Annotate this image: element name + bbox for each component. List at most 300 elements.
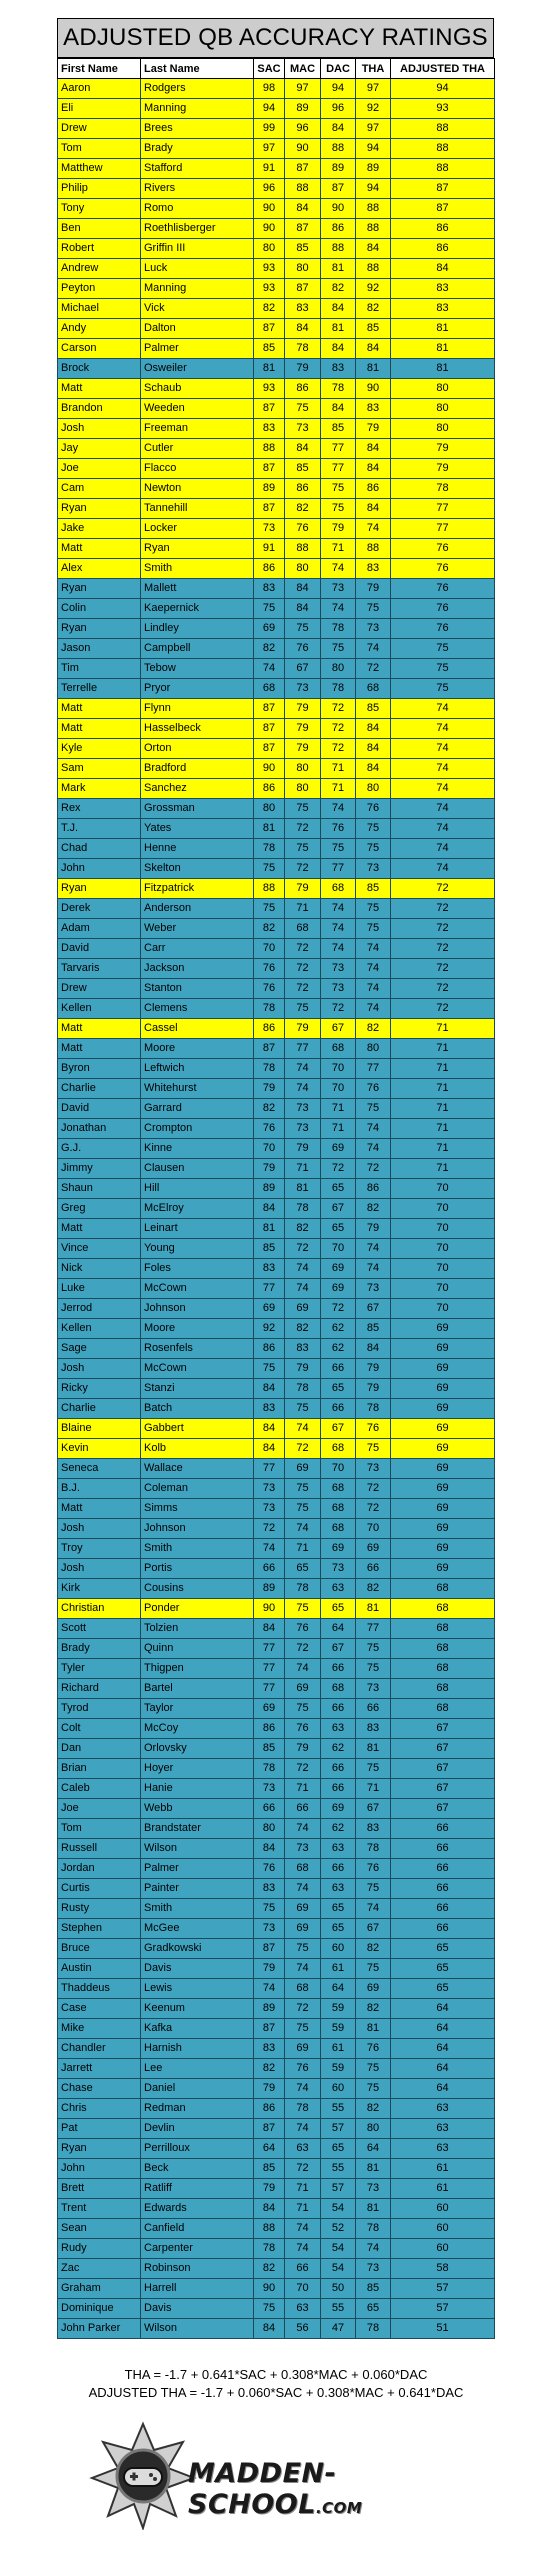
cell-dac: 74 (321, 599, 356, 619)
header-sac: SAC (254, 59, 285, 79)
cell-tha: 74 (356, 1139, 391, 1159)
cell-last-name: Griffin III (141, 239, 254, 259)
cell-first-name: Bruce (58, 1939, 141, 1959)
cell-last-name: Palmer (141, 1859, 254, 1879)
table-row (58, 679, 495, 699)
cell-dac: 67 (321, 1199, 356, 1219)
cell-tha: 81 (356, 2019, 391, 2039)
cell-tha: 78 (356, 1839, 391, 1859)
cell-first-name: Seneca (58, 1459, 141, 1479)
cell-first-name: Jimmy (58, 1159, 141, 1179)
cell-tha: 66 (356, 1559, 391, 1579)
cell-tha: 78 (356, 2219, 391, 2239)
cell-dac: 82 (321, 279, 356, 299)
tha-formula: THA = -1.7 + 0.641*SAC + 0.308*MAC + 0.060*DAC (124, 2367, 428, 2382)
cell-adjusted-tha: 71 (391, 1039, 495, 1059)
cell-mac: 75 (285, 619, 321, 639)
cell-adjusted-tha: 88 (391, 139, 495, 159)
cell-dac: 84 (321, 299, 356, 319)
cell-sac: 74 (254, 659, 285, 679)
cell-sac: 91 (254, 159, 285, 179)
cell-sac: 78 (254, 1759, 285, 1779)
table-row (58, 1679, 495, 1699)
table-row (58, 319, 495, 339)
cell-sac: 89 (254, 1999, 285, 2019)
cell-sac: 93 (254, 379, 285, 399)
table-row (58, 1659, 495, 1679)
cell-first-name: Cam (58, 479, 141, 499)
cell-dac: 57 (321, 2179, 356, 2199)
cell-first-name: Ryan (58, 619, 141, 639)
cell-adjusted-tha: 64 (391, 1999, 495, 2019)
cell-adjusted-tha: 69 (391, 1459, 495, 1479)
cell-adjusted-tha: 74 (391, 699, 495, 719)
cell-last-name: Kinne (141, 1139, 254, 1159)
cell-tha: 81 (356, 359, 391, 379)
cell-last-name: Carr (141, 939, 254, 959)
cell-last-name: Brady (141, 139, 254, 159)
cell-mac: 74 (285, 1419, 321, 1439)
table-row (58, 1839, 495, 1859)
table-row (58, 1099, 495, 1119)
cell-tha: 88 (356, 259, 391, 279)
cell-sac: 83 (254, 419, 285, 439)
cell-mac: 80 (285, 779, 321, 799)
cell-dac: 60 (321, 1939, 356, 1959)
cell-mac: 72 (285, 1999, 321, 2019)
cell-first-name: Pat (58, 2119, 141, 2139)
cell-adjusted-tha: 77 (391, 519, 495, 539)
cell-mac: 68 (285, 919, 321, 939)
cell-mac: 87 (285, 219, 321, 239)
cell-first-name: Matt (58, 699, 141, 719)
cell-sac: 75 (254, 1899, 285, 1919)
cell-sac: 82 (254, 639, 285, 659)
cell-tha: 74 (356, 1119, 391, 1139)
table-row (58, 1919, 495, 1939)
cell-first-name: Andy (58, 319, 141, 339)
table-row (58, 1539, 495, 1559)
cell-sac: 75 (254, 859, 285, 879)
table-row (58, 259, 495, 279)
cell-tha: 75 (356, 1759, 391, 1779)
cell-dac: 62 (321, 1319, 356, 1339)
cell-dac: 84 (321, 399, 356, 419)
cell-first-name: Kellen (58, 1319, 141, 1339)
cell-adjusted-tha: 75 (391, 639, 495, 659)
cell-dac: 66 (321, 1399, 356, 1419)
cell-sac: 90 (254, 759, 285, 779)
cell-sac: 78 (254, 839, 285, 859)
cell-first-name: Stephen (58, 1919, 141, 1939)
cell-adjusted-tha: 74 (391, 759, 495, 779)
cell-last-name: Gradkowski (141, 1939, 254, 1959)
cell-tha: 74 (356, 1899, 391, 1919)
cell-dac: 77 (321, 459, 356, 479)
cell-mac: 84 (285, 439, 321, 459)
cell-mac: 79 (285, 1359, 321, 1379)
cell-first-name: John Parker (58, 2319, 141, 2339)
cell-adjusted-tha: 69 (391, 1379, 495, 1399)
cell-tha: 85 (356, 699, 391, 719)
cell-tha: 84 (356, 459, 391, 479)
cell-mac: 84 (285, 579, 321, 599)
cell-adjusted-tha: 69 (391, 1319, 495, 1339)
cell-sac: 83 (254, 1259, 285, 1279)
cell-first-name: Josh (58, 419, 141, 439)
cell-mac: 79 (285, 1139, 321, 1159)
cell-sac: 81 (254, 819, 285, 839)
cell-mac: 71 (285, 1159, 321, 1179)
cell-sac: 80 (254, 239, 285, 259)
cell-adjusted-tha: 67 (391, 1759, 495, 1779)
cell-sac: 69 (254, 1299, 285, 1319)
cell-tha: 84 (356, 239, 391, 259)
cell-first-name: Ryan (58, 879, 141, 899)
cell-mac: 96 (285, 119, 321, 139)
cell-mac: 69 (285, 1299, 321, 1319)
cell-first-name: David (58, 1099, 141, 1119)
cell-last-name: Canfield (141, 2219, 254, 2239)
cell-mac: 65 (285, 1559, 321, 1579)
cell-last-name: Batch (141, 1399, 254, 1419)
cell-mac: 79 (285, 359, 321, 379)
cell-mac: 82 (285, 1219, 321, 1239)
cell-adjusted-tha: 76 (391, 539, 495, 559)
cell-first-name: Zac (58, 2259, 141, 2279)
cell-dac: 63 (321, 1579, 356, 1599)
table-row (58, 2259, 495, 2279)
cell-tha: 73 (356, 1679, 391, 1699)
cell-sac: 80 (254, 799, 285, 819)
cell-tha: 77 (356, 1059, 391, 1079)
cell-mac: 79 (285, 1739, 321, 1759)
cell-sac: 89 (254, 1179, 285, 1199)
cell-adjusted-tha: 72 (391, 959, 495, 979)
table-row (58, 279, 495, 299)
table-row (58, 1139, 495, 1159)
cell-sac: 75 (254, 899, 285, 919)
table-row (58, 419, 495, 439)
cell-dac: 96 (321, 99, 356, 119)
table-row (58, 619, 495, 639)
table-row (58, 139, 495, 159)
cell-last-name: Ratliff (141, 2179, 254, 2199)
cell-sac: 77 (254, 1659, 285, 1679)
table-row (58, 1799, 495, 1819)
cell-first-name: Nick (58, 1259, 141, 1279)
cell-mac: 85 (285, 239, 321, 259)
table-row (58, 1459, 495, 1479)
cell-last-name: Wilson (141, 1839, 254, 1859)
cell-last-name: Rodgers (141, 79, 254, 99)
cell-last-name: Kolb (141, 1439, 254, 1459)
cell-first-name: Kyle (58, 739, 141, 759)
header-first-name: First Name (58, 59, 141, 79)
cell-last-name: Bradford (141, 759, 254, 779)
cell-first-name: Dominique (58, 2299, 141, 2319)
table-row (58, 599, 495, 619)
cell-dac: 77 (321, 859, 356, 879)
cell-dac: 62 (321, 1339, 356, 1359)
cell-tha: 66 (356, 1699, 391, 1719)
cell-dac: 67 (321, 1419, 356, 1439)
cell-first-name: Case (58, 1999, 141, 2019)
cell-sac: 99 (254, 119, 285, 139)
cell-first-name: Mark (58, 779, 141, 799)
cell-adjusted-tha: 86 (391, 219, 495, 239)
cell-tha: 85 (356, 2279, 391, 2299)
cell-last-name: Carpenter (141, 2239, 254, 2259)
cell-sac: 85 (254, 339, 285, 359)
cell-sac: 70 (254, 939, 285, 959)
cell-tha: 81 (356, 2199, 391, 2219)
table-row (58, 1079, 495, 1099)
cell-tha: 77 (356, 1619, 391, 1639)
cell-last-name: Wilson (141, 2319, 254, 2339)
cell-mac: 86 (285, 379, 321, 399)
cell-tha: 67 (356, 1299, 391, 1319)
cell-first-name: Matt (58, 1219, 141, 1239)
cell-adjusted-tha: 70 (391, 1199, 495, 1219)
cell-mac: 75 (285, 1699, 321, 1719)
cell-mac: 74 (285, 1059, 321, 1079)
cell-sac: 77 (254, 1459, 285, 1479)
cell-mac: 76 (285, 1619, 321, 1639)
cell-first-name: Sam (58, 759, 141, 779)
cell-dac: 63 (321, 1879, 356, 1899)
cell-dac: 65 (321, 1379, 356, 1399)
cell-adjusted-tha: 61 (391, 2179, 495, 2199)
table-row (58, 639, 495, 659)
cell-tha: 75 (356, 1099, 391, 1119)
cell-dac: 57 (321, 2119, 356, 2139)
cell-first-name: Robert (58, 239, 141, 259)
table-row (58, 219, 495, 239)
cell-adjusted-tha: 74 (391, 839, 495, 859)
cell-adjusted-tha: 60 (391, 2239, 495, 2259)
cell-sac: 84 (254, 1419, 285, 1439)
table-row (58, 2239, 495, 2259)
cell-adjusted-tha: 69 (391, 1559, 495, 1579)
cell-last-name: Flacco (141, 459, 254, 479)
cell-sac: 87 (254, 319, 285, 339)
cell-tha: 75 (356, 1879, 391, 1899)
cell-first-name: Caleb (58, 1779, 141, 1799)
cell-dac: 62 (321, 1819, 356, 1839)
cell-tha: 78 (356, 1399, 391, 1419)
cell-sac: 91 (254, 539, 285, 559)
cell-dac: 74 (321, 799, 356, 819)
cell-dac: 60 (321, 2079, 356, 2099)
cell-first-name: Tyler (58, 1659, 141, 1679)
table-row (58, 2039, 495, 2059)
cell-dac: 90 (321, 199, 356, 219)
cell-tha: 74 (356, 2239, 391, 2259)
table-row (58, 1359, 495, 1379)
cell-last-name: Gabbert (141, 1419, 254, 1439)
cell-sac: 84 (254, 1619, 285, 1639)
header-tha: THA (356, 59, 391, 79)
table-row (58, 1699, 495, 1719)
cell-last-name: Crompton (141, 1119, 254, 1139)
cell-first-name: Ryan (58, 579, 141, 599)
table-row (58, 2059, 495, 2079)
cell-mac: 69 (285, 1899, 321, 1919)
table-row (58, 539, 495, 559)
cell-last-name: Webb (141, 1799, 254, 1819)
table-row (58, 699, 495, 719)
cell-sac: 87 (254, 739, 285, 759)
cell-mac: 81 (285, 1179, 321, 1199)
cell-first-name: Charlie (58, 1399, 141, 1419)
cell-adjusted-tha: 93 (391, 99, 495, 119)
table-row (58, 2299, 495, 2319)
cell-first-name: Derek (58, 899, 141, 919)
table-row (58, 1639, 495, 1659)
table-body (58, 79, 495, 2339)
cell-sac: 87 (254, 459, 285, 479)
cell-last-name: Davis (141, 1959, 254, 1979)
cell-dac: 80 (321, 659, 356, 679)
cell-sac: 84 (254, 1199, 285, 1219)
cell-sac: 90 (254, 2279, 285, 2299)
table-row (58, 2099, 495, 2119)
table-row (58, 1719, 495, 1739)
cell-dac: 61 (321, 2039, 356, 2059)
table-row (58, 239, 495, 259)
cell-last-name: Keenum (141, 1999, 254, 2019)
cell-dac: 73 (321, 979, 356, 999)
cell-dac: 67 (321, 1019, 356, 1039)
table-row (58, 739, 495, 759)
table-row (58, 1199, 495, 1219)
cell-last-name: Taylor (141, 1699, 254, 1719)
table-row (58, 359, 495, 379)
cell-first-name: Tom (58, 1819, 141, 1839)
cell-sac: 85 (254, 1739, 285, 1759)
cell-dac: 81 (321, 319, 356, 339)
cell-mac: 72 (285, 939, 321, 959)
cell-mac: 75 (285, 2019, 321, 2039)
cell-adjusted-tha: 63 (391, 2099, 495, 2119)
cell-last-name: Harnish (141, 2039, 254, 2059)
cell-dac: 47 (321, 2319, 356, 2339)
cell-first-name: T.J. (58, 819, 141, 839)
cell-last-name: Sanchez (141, 779, 254, 799)
cell-last-name: Osweiler (141, 359, 254, 379)
table-row (58, 179, 495, 199)
cell-first-name: Adam (58, 919, 141, 939)
table-row (58, 339, 495, 359)
table-row (58, 819, 495, 839)
cell-tha: 79 (356, 579, 391, 599)
cell-dac: 61 (321, 1959, 356, 1979)
table-row (58, 99, 495, 119)
cell-tha: 76 (356, 2039, 391, 2059)
cell-adjusted-tha: 80 (391, 419, 495, 439)
cell-mac: 83 (285, 299, 321, 319)
cell-sac: 86 (254, 559, 285, 579)
cell-first-name: Thaddeus (58, 1979, 141, 1999)
cell-tha: 92 (356, 279, 391, 299)
cell-mac: 78 (285, 1379, 321, 1399)
cell-sac: 83 (254, 1879, 285, 1899)
cell-sac: 90 (254, 219, 285, 239)
cell-mac: 79 (285, 879, 321, 899)
cell-mac: 63 (285, 2299, 321, 2319)
cell-first-name: Rex (58, 799, 141, 819)
cell-last-name: Whitehurst (141, 1079, 254, 1099)
cell-adjusted-tha: 68 (391, 1619, 495, 1639)
cell-mac: 72 (285, 1759, 321, 1779)
cell-tha: 74 (356, 999, 391, 1019)
cell-mac: 72 (285, 1639, 321, 1659)
cell-dac: 77 (321, 439, 356, 459)
cell-dac: 78 (321, 619, 356, 639)
cell-tha: 76 (356, 799, 391, 819)
cell-tha: 86 (356, 1179, 391, 1199)
cell-last-name: Young (141, 1239, 254, 1259)
table-row (58, 2219, 495, 2239)
cell-adjusted-tha: 71 (391, 1139, 495, 1159)
cell-mac: 89 (285, 99, 321, 119)
table-row (58, 199, 495, 219)
cell-adjusted-tha: 76 (391, 599, 495, 619)
cell-mac: 80 (285, 759, 321, 779)
cell-mac: 75 (285, 1939, 321, 1959)
header-adjusted-tha: ADJUSTED THA (391, 59, 495, 79)
cell-tha: 69 (356, 1539, 391, 1559)
cell-first-name: David (58, 939, 141, 959)
cell-last-name: Daniel (141, 2079, 254, 2099)
cell-tha: 84 (356, 439, 391, 459)
cell-first-name: Colin (58, 599, 141, 619)
cell-last-name: Grossman (141, 799, 254, 819)
cell-adjusted-tha: 66 (391, 1839, 495, 1859)
cell-mac: 85 (285, 459, 321, 479)
cell-mac: 76 (285, 2059, 321, 2079)
cell-adjusted-tha: 60 (391, 2199, 495, 2219)
cell-dac: 74 (321, 939, 356, 959)
cell-sac: 81 (254, 359, 285, 379)
cell-mac: 69 (285, 1459, 321, 1479)
cell-mac: 75 (285, 799, 321, 819)
cell-mac: 71 (285, 1539, 321, 1559)
table-row (58, 1299, 495, 1319)
cell-adjusted-tha: 65 (391, 1959, 495, 1979)
cell-tha: 94 (356, 179, 391, 199)
cell-dac: 54 (321, 2259, 356, 2279)
cell-tha: 82 (356, 299, 391, 319)
cell-first-name: Peyton (58, 279, 141, 299)
cell-dac: 70 (321, 1079, 356, 1099)
cell-tha: 84 (356, 339, 391, 359)
cell-first-name: Kevin (58, 1439, 141, 1459)
cell-first-name: Josh (58, 1519, 141, 1539)
cell-adjusted-tha: 69 (391, 1359, 495, 1379)
cell-sac: 97 (254, 139, 285, 159)
cell-mac: 72 (285, 819, 321, 839)
cell-mac: 75 (285, 999, 321, 1019)
cell-tha: 79 (356, 1219, 391, 1239)
cell-first-name: Tarvaris (58, 959, 141, 979)
cell-sac: 75 (254, 1359, 285, 1379)
cell-mac: 70 (285, 2279, 321, 2299)
cell-dac: 83 (321, 359, 356, 379)
cell-last-name: Pryor (141, 679, 254, 699)
cell-first-name: Matt (58, 1039, 141, 1059)
